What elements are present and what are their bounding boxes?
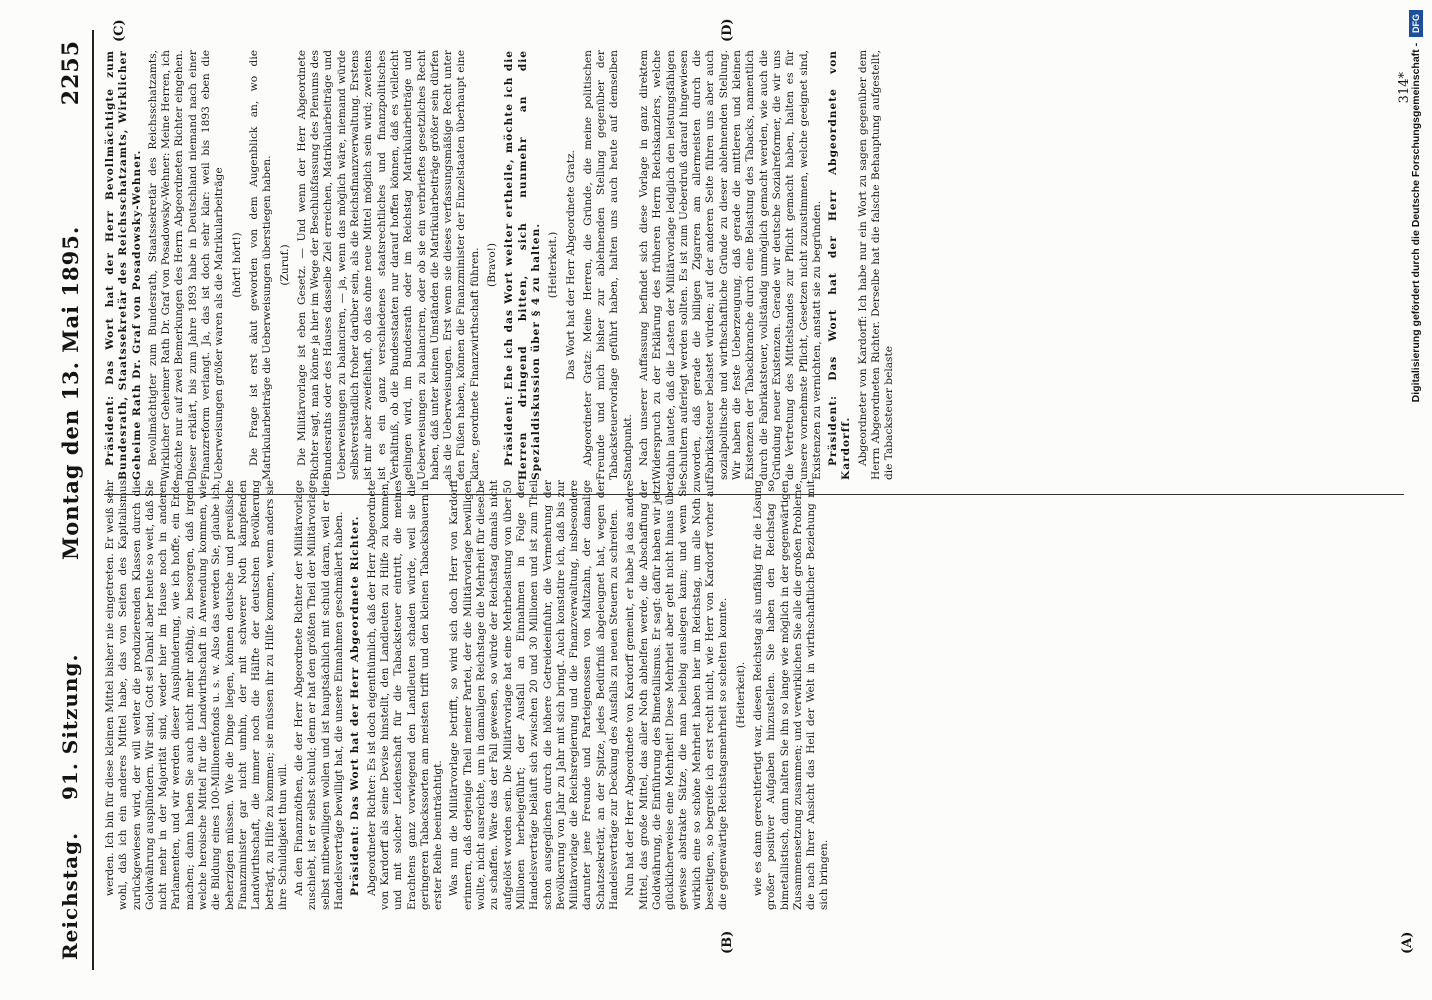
interjection: (Heiterkeit.) xyxy=(547,231,560,299)
right-column xyxy=(104,50,1414,480)
digitization-notice-text xyxy=(1404,10,1428,990)
margin-letter-c: (C) xyxy=(112,19,127,42)
header-reichstag: Reichstag. xyxy=(58,831,82,960)
dfg-logo: DFG xyxy=(1409,10,1423,37)
column-divider xyxy=(104,494,1404,495)
paragraph: Abgeordneter von Kardorff: Ich habe nur ein Wort zu sagen gegenüber dem Herrn Abgeordneten Richter. Derselbe hat die falsche Behauptung aufgestellt, die Tabacksteuer belaste xyxy=(856,50,896,480)
president-remark: Das Wort hat der Herr Abgeordnete Gratz. xyxy=(564,150,577,380)
header-page-number: 2255 xyxy=(58,40,84,106)
paragraph: Die Frage ist erst akut geworden von dem Augenblick an, wo die Matrikularbeiträge die Ueberweisungen überstiegen haben. xyxy=(247,50,274,480)
interjection: (Bravo!) xyxy=(486,242,499,288)
digitization-notice xyxy=(1404,10,1428,990)
footer-number: 314* xyxy=(1397,72,1412,104)
paragraph: Abgeordneter Richter: Es ist doch eigenthümlich, daß der Herr Abgeordnete von Kardorff als seine Devise hinstellt, den Landleuten zu Hilfe zu kommen, und mit solcher Leidenschaft für die Tabacksteuer eintritt, die meines Erachtens ganz vorwiegend den Landleuten schaden würde, weil sie die geringeren Tabackssorten am meisten trifft und den kleinen Tabacksbauern in erster Reihe beeinträchtigt. xyxy=(365,480,445,910)
paragraph: Was nun die Militärvorlage betrifft, so wird sich doch Herr von Kardorff erinnern, daß derjenige Theil meiner Partei, der die Militärvorlage bewilligen wollte, nicht ausreichte, um in damaligen Reichstage die Mehrheit für dieselbe zu schaffen. Wäre das der Fall gewesen, so würde der Reichstag damals nicht aufgelöst worden sein. Die Militärvorlage hat eine Mehrbelastung von über 50 Millionen herbeigeführt; der Ausfall an Einnahmen in Folge der Handelsverträge beläuft sich zwischen 20 und 30 Millionen und ist zum Theil schon ausgeglichen durch die höhere Getreideeinfuhr, die Vermehrung der Bevölkerung von Jahr zu Jahr mit sich bringt. Auch konstatire ich, daß bis zur Militärvorlage die Reichsregierung und die Finanzverwaltung, insbesondere darunter jene Freunde und Parteigenossen von Maltzahn, der damalige Schatzsekretär, an der Spitze, jedes Bedürfniß abgeleugnet hat, wegen der Handelsverträge zur Deckung des Ausfalls zu neuen Steuern zu schreiten. xyxy=(448,480,620,910)
interjection: (hört! hört!) xyxy=(230,232,243,298)
president-remark: Präsident: Das Wort hat der Herr Abgeordnete von Kardorff. xyxy=(827,50,853,480)
margin-letter-d: (D) xyxy=(720,18,735,42)
left-column xyxy=(104,480,1404,910)
header-rule xyxy=(92,30,94,970)
paragraph: wie es dann gerechtfertigt war, diesen Reichstag als unfähig für die Lösung großer positiver Aufgaben hinzustellen. Sie haben den Reichstag so bimetallistisch, dann halten Sie ihn so lange wie möglich in der gegenwärtigen Zusammensetzung zusammen; und verwirklichen Sie alle die großen Probleme, die nach Ihrer Ansicht das Heil der Welt in wirthschaftlicher Beziehung mit sich bringen. xyxy=(751,480,831,910)
margin-letter-a: (A) xyxy=(1400,931,1415,954)
president-remark: Präsident: Das Wort hat der Herr Abgeordnete Richter. xyxy=(349,515,362,896)
paragraph: Die Militärvorlage ist eben Gesetz. — Und wenn der Herr Abgeordnete Richter sagt, man könne ja hier im Wege der Beschlußfassung des Plenums des Bundesraths oder des Hauses dasselbe Ziel erreichen, Matrikularbeiträge und Ueberweisungen zu balanciren, — ja, wenn das möglich wäre, niemand würde selbstverständlich froher darüber sein, als die Reichsfinanzverwaltung. Erstens ist mir aber zweifelhaft, ob das ohne neue Mittel möglich sein wird; zweitens ist es ein ganz verschiedenes staatsrechtliches und finanzpolitisches Verhältniß, ob die Bundesstaaten nur darauf hoffen können, daß es vielleicht gelingen wird, im Bundesrath oder im Reichstag Matrikularbeiträge und Ueberweisungen zu balanciren, oder ob sie ein verbrieftes gesetzliches Recht haben, daß unter keinen Umständen die Matrikularbeiträge größer sein dürfen als die Ueberweisungen. Erst wenn sie dieses verfassungsmäßige Recht unter den Füßen haben, können die Finanzminister der Einzelstaaten überhaupt eine klare, geordnete Finanzwirthschaft führen. xyxy=(295,50,481,480)
president-remark: Präsident: Das Wort hat der Herr Bevollmächtigte zum Bundesrath, Staatssekretär des Reichsschatzamts, Wirklicher Geheime Rath Dr. Graf von Posadowsky-Wehner. xyxy=(104,50,143,480)
header-sitzung: 91. Sitzung. xyxy=(58,653,82,800)
paragraph: Abgeordneter Gratz: Meine Herren, die Gründe, die meine politischen Freunde und mich bisher zur ablehnenden Stellung gegenüber der Tabacksteuervorlage geführt haben, halten uns auch heute auf demselben Standpunkt. xyxy=(581,50,634,480)
paragraph: werden. Ich bin für diese kleinen Mittel bisher nie eingetreten. Er weiß sehr wohl, daß ich ein anderes Mittel habe, das von Seiten des Kapitalismus zurückgewiesen wird, der will weiter die produzierenden Klassen durch die Goldwährung ausplündern. Wir sind, Gott sei Dank! aber heute so weit, daß Sie nicht mehr in der Majorität sind, weder hier im Hause noch in anderen Parlamenten, und wir werden dieser Ausplünderung, wie ich hoffe, ein Ende machen; dann haben Sie auch nicht mehr nöthig, zu besorgen, daß irgend welche heroische Mittel für die Landwirthschaft in Anwendung kommen, wie die Bildung eines 100-Millionenfonds u. s. w. Also das werden Sie, glaube ich, beherzigen müssen. Wie die Dinge liegen, können deutsche und preußische Finanzminister gar nicht umhin, der mit schwerer Noth kämpfenden Landwirthschaft, die immer noch die Hälfte der deutschen Bevölkerung beträgt, zu Hilfe zu kommen; sie müssen ihr zu Hilfe kommen, wenn anders sie ihre Schuldigkeit thun will. xyxy=(104,480,289,910)
paragraph: Nach unserer Auffassung befindet sich diese Vorlage in ganz direktem Widerspruch zu der Erklärung des früheren Herrn Reichskanzlers, welche dahin lautete, daß die Lasten der Militärvorlage lediglich den leistungsfähigen Schultern auferlegt werden sollten. Es ist zum Ueberdruß darauf hingewiesen worden, daß gerade die billigen Zigarren am allermeisten durch die Fabrikatsteuer belastet würden; auf der anderen Seite führen uns aber auch sozialpolitische und wirthschaftliche Gründe zu dieser ablehnenden Stellung. Wir haben die feste Ueberzeugung, daß gerade die mittleren und kleinen Existenzen der Tabackbranche durch eine Belastung des Tabacks, namentlich durch die Fabrikatsteuer, vollständig unmöglich gemacht werden, wie auch die Gründung neuer Existenzen. Gerade wir deutsche Sozialreformer, die wir uns die Vertretung des Mittelstandes zur Pflicht gemacht haben, halten es für unsere vornehmste Pflicht, Gesetzen nicht zuzustimmen, welche geeignet sind, Existenzen zu vernichten, anstatt sie zu begründen. xyxy=(637,50,823,480)
interjection: (Zuruf.) xyxy=(278,244,291,286)
interjection: (Heiterkeit). xyxy=(734,661,747,729)
paragraph: Nun hat der Herr Abgeordnete von Kardorff gemeint, er habe ja das andere Mittel, das große Mittel, das aller Noth abhelfen werde, die Abschaffung der Goldwährung, die Einführung des Bimetallismus. Er sagt: dafür haben wir jetzt glücklicherweise eine Mehrheit! Diese Mehrheit aber geht nicht hinaus über gewisse abstrakte Sätze, die man beliebig auslegen kann; und wenn Sie wirklich eine so schöne Mehrheit haben hier im Reichstag, um alle Noth zu beseitigen, so begreife ich erst recht nicht, wie Herr von Kardorff vorher auf die gegenwärtige Reichstagsmehrheit so schelten konnte. xyxy=(624,480,730,910)
president-remark: Präsident: Ehe ich das Wort weiter ertheile, möchte ich die Herren dringend bitten, sich nunmehr an die Spezialdiskussion über § 4 zu halten. xyxy=(503,50,542,480)
paragraph: Bevollmächtigter zum Bundesrath, Staatssekretär des Reichsschatzamts, Wirklicher Geheimer Rath Dr. Graf von Posadowsky-Wehner: Meine Herren, ich möchte nur auf zwei Bemerkungen des Herrn Abgeordneten Richter eingehen. Dieser erklärt, bis zum Jahre 1893 habe in Deutschland niemand nach einer Finanzreform verlangt. Ja, das ist doch sehr klar: weil bis 1893 eben die Ueberweisungen größer waren als die Matrikularbeiträge xyxy=(146,50,226,480)
paragraph: An den Finanznöthen, die der Herr Abgeordnete Richter der Militärvorlage zuschiebt, ist er selbst schuld; denn er hat den größten Theil der Militärvorlage selbst mitbewilligen wollen und ist hauptsächlich mit schuld daran, weil er die Handelsverträge bewilligt hat, die unsere Einnahmen geschmälert haben. xyxy=(293,480,346,910)
margin-letter-b: (B) xyxy=(720,930,735,954)
header-date: Montag den 13. Mai 1895. xyxy=(58,225,83,560)
digitization-notice-label: Digitalisierung gefördert durch die Deutsche Forschungsgemeinschaft - xyxy=(1410,42,1422,403)
